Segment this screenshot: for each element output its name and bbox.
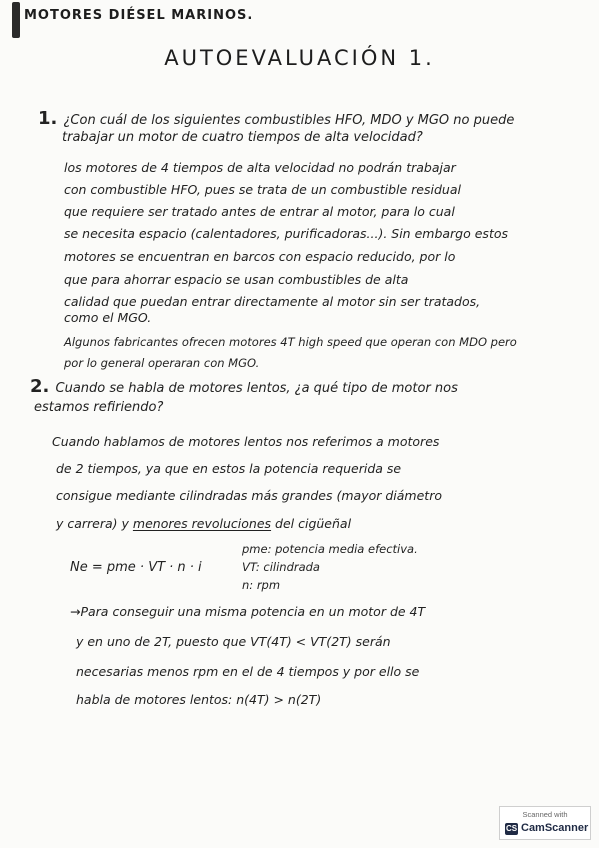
watermark-brand: CamScanner bbox=[521, 822, 589, 834]
question-2-line-2: estamos refiriendo? bbox=[34, 400, 164, 415]
question-1-text-1: ¿Con cuál de los siguientes combustibles HFO, MDO y MGO no puede bbox=[63, 113, 515, 128]
answer-1-line: se necesita espacio (calentadores, purificadoras...). Sin embargo estos bbox=[64, 226, 509, 241]
conclusion-line: habla de motores lentos: n(4T) > n(2T) bbox=[76, 692, 322, 707]
conclusion-line: necesarias menos rpm en el de 4 tiempos y por ello se bbox=[76, 664, 420, 679]
answer-2-prefix: y carrera) y bbox=[56, 516, 133, 531]
power-formula: Ne = pme · VT · n · i bbox=[70, 560, 202, 575]
question-1-line-1 bbox=[38, 108, 514, 129]
question-1-line-2: trabajar un motor de cuatro tiempos de alta velocidad? bbox=[62, 130, 423, 145]
answer-2-line-last bbox=[56, 516, 351, 531]
watermark-caption: Scanned with bbox=[522, 810, 568, 819]
conclusion-line: →Para conseguir una misma potencia en un motor de 4T bbox=[70, 604, 426, 619]
answer-2-suffix: del cigüeñal bbox=[271, 516, 352, 531]
answer-1-note: Algunos fabricantes ofrecen motores 4T high speed que operan con MDO pero bbox=[64, 335, 517, 349]
answer-1-note: por lo general operaran con MGO. bbox=[64, 356, 260, 370]
legend-item: pme: potencia media efectiva. bbox=[242, 542, 418, 556]
question-2-number: 2. bbox=[30, 376, 50, 397]
answer-1-line: como el MGO. bbox=[64, 310, 152, 325]
answer-1-line: calidad que puedan entrar directamente al motor sin ser tratados, bbox=[64, 294, 481, 309]
formula-legend bbox=[242, 540, 418, 594]
answer-2-line: Cuando hablamos de motores lentos nos referimos a motores bbox=[52, 434, 440, 449]
camscanner-watermark bbox=[499, 806, 591, 840]
answer-1-line: motores se encuentran en barcos con espacio reducido, por lo bbox=[64, 249, 456, 264]
answer-1-line: que para ahorrar espacio se usan combustibles de alta bbox=[64, 272, 409, 287]
legend-item: VT: cilindrada bbox=[242, 560, 320, 574]
page-edge-mark bbox=[12, 2, 20, 38]
question-2-line-1 bbox=[30, 376, 458, 397]
question-1-number: 1. bbox=[38, 108, 58, 129]
answer-1-line: los motores de 4 tiempos de alta velocidad no podrán trabajar bbox=[64, 160, 456, 175]
question-2-text-1: Cuando se habla de motores lentos, ¿a qué tipo de motor nos bbox=[55, 381, 458, 396]
subject-header: MOTORES DIÉSEL MARINOS. bbox=[24, 8, 254, 23]
answer-2-underlined: menores revoluciones bbox=[132, 516, 272, 531]
answer-1-line: con combustible HFO, pues se trata de un combustible residual bbox=[64, 182, 461, 197]
conclusion-line: y en uno de 2T, puesto que VT(4T) < VT(2T) serán bbox=[76, 634, 391, 649]
page-title: AUTOEVALUACIÓN 1. bbox=[164, 46, 435, 70]
answer-2-line: de 2 tiempos, ya que en estos la potencia requerida se bbox=[56, 461, 402, 476]
legend-item: n: rpm bbox=[242, 578, 281, 592]
camscanner-logo-icon: CS bbox=[505, 824, 518, 833]
answer-2-line: consigue mediante cilindradas más grandes (mayor diámetro bbox=[56, 488, 442, 503]
answer-1-line: que requiere ser tratado antes de entrar al motor, para lo cual bbox=[64, 204, 455, 219]
